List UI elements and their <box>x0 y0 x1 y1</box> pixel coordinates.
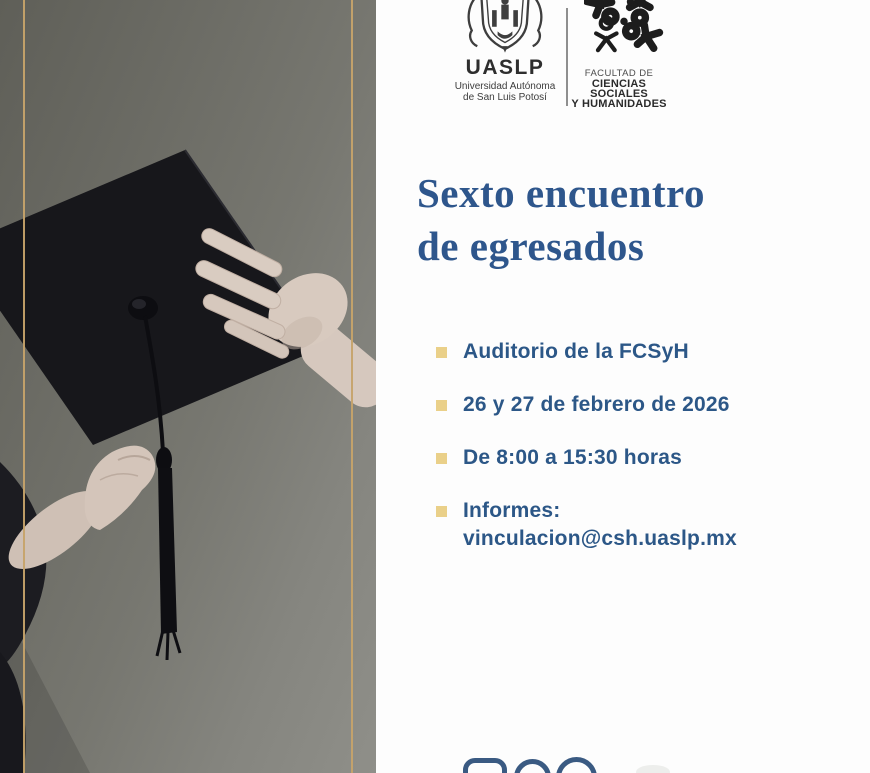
event-details-list <box>436 341 836 581</box>
rounded-square-social-icon[interactable] <box>463 758 507 773</box>
detail-item-contact <box>436 500 836 550</box>
event-title-line2: de egresados <box>417 223 645 269</box>
detail-item-hours <box>436 447 836 469</box>
contact-label: Informes: <box>463 499 561 522</box>
decorative-smudge <box>636 765 670 773</box>
uaslp-full-name: Universidad Autónoma de San Luis Potosí <box>454 81 556 103</box>
hours-text: De 8:00 a 15:30 horas <box>463 446 682 469</box>
circle-social-icon[interactable] <box>556 757 597 773</box>
detail-item-date <box>436 394 836 416</box>
bullet-square-icon <box>436 453 447 464</box>
graduation-photo-illustration <box>0 0 376 773</box>
tassel-shape <box>158 468 177 634</box>
event-title <box>417 167 705 273</box>
contact-email: vinculacion@csh.uaslp.mx <box>463 527 737 550</box>
fcsyh-people-icon <box>584 0 664 59</box>
bullet-square-icon <box>436 506 447 517</box>
bullet-square-icon <box>436 347 447 358</box>
uaslp-crest-icon <box>456 0 554 60</box>
bullet-square-icon <box>436 400 447 411</box>
event-title-line1: Sexto encuentro <box>417 170 706 216</box>
gold-frame-line-right <box>351 0 353 773</box>
uaslp-acronym: UASLP <box>465 56 545 79</box>
faculty-name: FACULTAD DE CIENCIAS SOCIALES Y HUMANIDADES <box>571 68 667 110</box>
date-text: 26 y 27 de febrero de 2026 <box>463 393 730 416</box>
circle-social-icon[interactable] <box>514 759 551 773</box>
detail-item-venue <box>436 341 836 363</box>
gold-frame-line-left <box>23 0 25 773</box>
graduation-cap-photo <box>0 0 376 773</box>
venue-text: Auditorio de la FCSyH <box>463 340 689 363</box>
